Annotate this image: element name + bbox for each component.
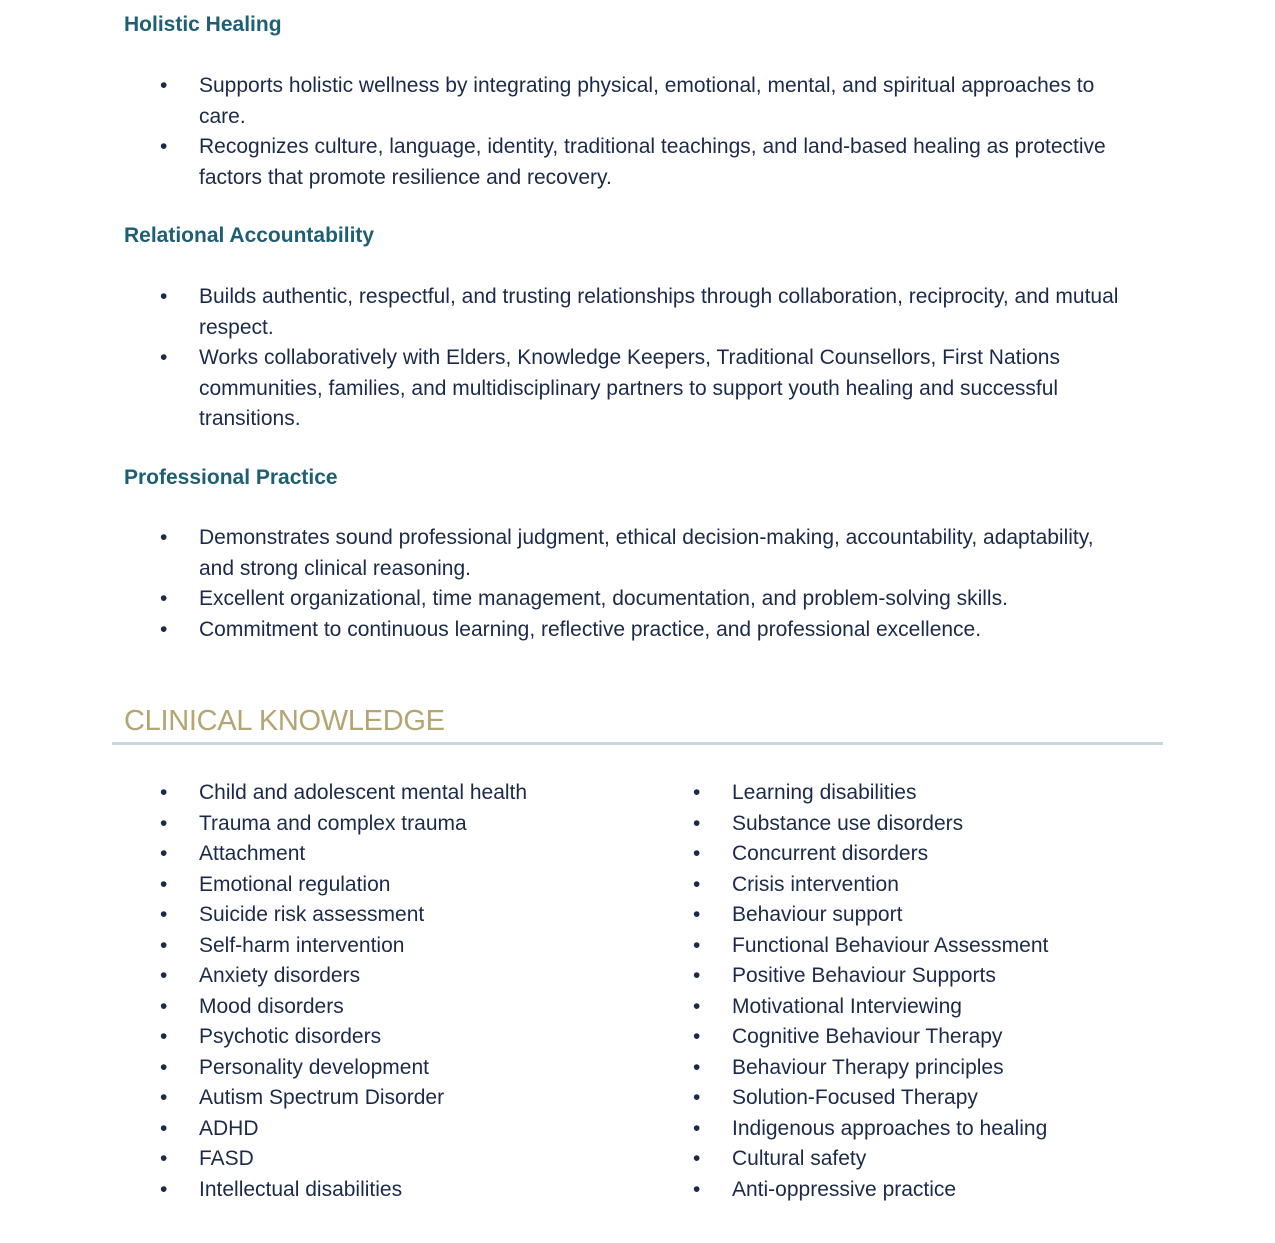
list-item: • Personality development (160, 1053, 630, 1084)
list-item: • Attachment (160, 839, 630, 870)
list-item: • Substance use disorders (693, 809, 1163, 840)
list-item: • Indigenous approaches to healing (693, 1114, 1163, 1145)
holistic-healing-list (160, 71, 1120, 193)
list-item: • Recognizes culture, language, identity, traditional teachings, and land-based healing as protective factors that promote resilience and recovery. (160, 132, 1120, 193)
list-item: • Autism Spectrum Disorder (160, 1083, 630, 1114)
list-item: • Builds authentic, respectful, and trusting relationships through collaboration, reciprocity, and mutual respect. (160, 282, 1120, 343)
list-item: • Child and adolescent mental health (160, 778, 630, 809)
list-item: • Emotional regulation (160, 870, 630, 901)
list-item: • Solution-Focused Therapy (693, 1083, 1163, 1114)
list-item: • Cultural safety (693, 1144, 1163, 1175)
professional-practice-heading: Professional Practice (124, 466, 338, 489)
list-item: • Trauma and complex trauma (160, 809, 630, 840)
relational-accountability-heading: Relational Accountability (124, 224, 375, 247)
list-item: • Works collaboratively with Elders, Knowledge Keepers, Traditional Counsellors, First Nations communities, families, and multidisciplinary partners to support youth healing and successful transitions. (160, 343, 1120, 435)
list-item: • Functional Behaviour Assessment (693, 931, 1163, 962)
list-item: • Crisis intervention (693, 870, 1163, 901)
list-item: • Suicide risk assessment (160, 900, 630, 931)
list-item: • Supports holistic wellness by integrating physical, emotional, mental, and spiritual approaches to care. (160, 71, 1120, 132)
list-item: • Self-harm intervention (160, 931, 630, 962)
list-item: • Concurrent disorders (693, 839, 1163, 870)
list-item: • Anxiety disorders (160, 961, 630, 992)
list-item: • Psychotic disorders (160, 1022, 630, 1053)
list-item: • Commitment to continuous learning, reflective practice, and professional excellence. (160, 615, 1120, 646)
clinical-knowledge-title: CLINICAL KNOWLEDGE (124, 705, 445, 737)
list-item: • Intellectual disabilities (160, 1175, 630, 1206)
list-item: • Cognitive Behaviour Therapy (693, 1022, 1163, 1053)
clinical-knowledge-list-left (160, 778, 630, 1205)
section-divider (112, 742, 1163, 745)
list-item: • Demonstrates sound professional judgment, ethical decision-making, accountability, adaptability, and strong clinical reasoning. (160, 523, 1120, 584)
professional-practice-list (160, 523, 1120, 645)
list-item: • ADHD (160, 1114, 630, 1145)
list-item: • Motivational Interviewing (693, 992, 1163, 1023)
list-item: • Behaviour support (693, 900, 1163, 931)
list-item: • FASD (160, 1144, 630, 1175)
list-item: • Behaviour Therapy principles (693, 1053, 1163, 1084)
list-item: • Mood disorders (160, 992, 630, 1023)
relational-accountability-list (160, 282, 1120, 435)
list-item: • Positive Behaviour Supports (693, 961, 1163, 992)
list-item: • Learning disabilities (693, 778, 1163, 809)
list-item: • Anti-oppressive practice (693, 1175, 1163, 1206)
holistic-healing-heading: Holistic Healing (124, 13, 282, 36)
list-item: • Excellent organizational, time management, documentation, and problem-solving skills. (160, 584, 1120, 615)
clinical-knowledge-list-right (693, 778, 1163, 1205)
